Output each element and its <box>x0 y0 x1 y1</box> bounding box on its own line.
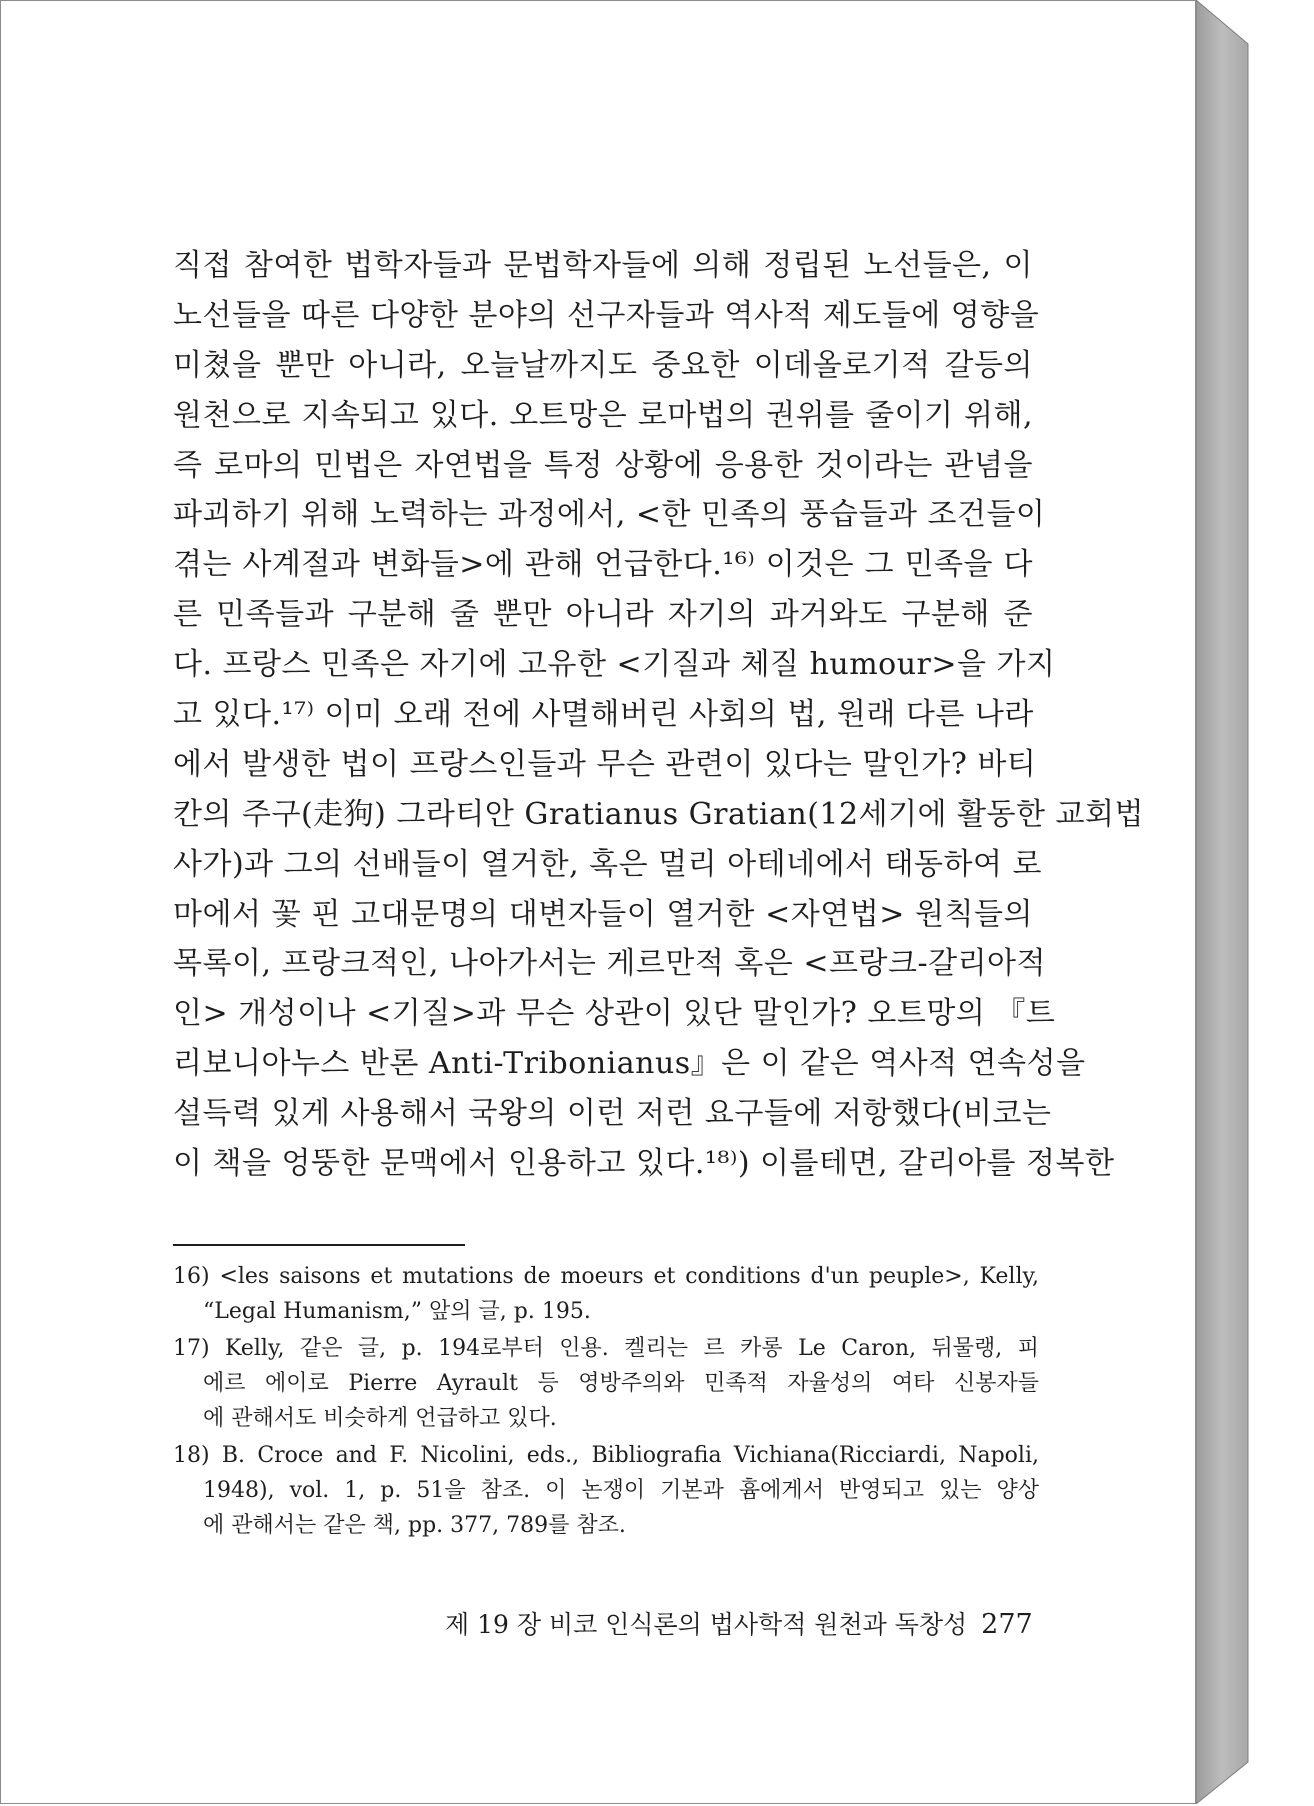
body-line: 파괴하기 위해 노력하는 과정에서, <한 민족의 풍습들과 조건들이 <box>173 497 1046 533</box>
body-line: 인> 개성이나 <기질>과 무슨 상관이 있단 말인가? 오트망의 『트 <box>173 996 1056 1032</box>
footnote-rule <box>173 1244 465 1246</box>
footnote-line: 1948), vol. 1, p. 51을 참조. 이 논쟁이 기본과 흄에게서 반영되고 있는 양상 <box>203 1478 1039 1503</box>
body-line: 리보니아누스 반론 Anti-Tribonianus』은 이 같은 역사적 연속성을 <box>173 1046 1086 1082</box>
footnote-line: 에 관해서도 비슷하게 언급하고 있다. <box>203 1406 557 1431</box>
footnotes <box>173 1259 1039 1545</box>
body-line: 른 민족들과 구분해 줄 뿐만 아니라 자기의 과거와도 구분해 준 <box>173 597 1033 633</box>
body-line: 칸의 주구(走狗) 그라티안 Gratianus Gratian(12세기에 활동한 교회법 <box>173 796 1144 832</box>
body-line: 노선들을 따른 다양한 분야의 선구자들과 역사적 제도들에 영향을 <box>173 297 1040 333</box>
body-line: 사가)과 그의 선배들이 열거한, 혹은 멀리 아테네에서 태동하여 로 <box>173 846 1043 882</box>
footnote <box>173 1438 1039 1543</box>
footnote-line: 18) B. Croce and F. Nicolini, eds., Bibliografia Vichiana(Ricciardi, Napoli, <box>173 1443 1039 1468</box>
footnote-line: 17) Kelly, 같은 글, p. 194로부터 인용. 켈리는 르 카롱 Le Caron, 뒤물랭, 피 <box>173 1336 1039 1361</box>
body-line: 이 책을 엉뚱한 문맥에서 인용하고 있다.¹⁸⁾) 이를테면, 갈리아를 정복한 <box>173 1146 1115 1182</box>
body-line: 에서 발생한 법이 프랑스인들과 무슨 관련이 있다는 말인가? 바티 <box>173 746 1037 782</box>
page-number: 277 <box>981 1609 1033 1640</box>
body-line: 미쳤을 뿐만 아니라, 오늘날까지도 중요한 이데올로기적 갈등의 <box>173 347 1033 383</box>
book-edge <box>1196 0 1252 1804</box>
body-line: 즉 로마의 민법은 자연법을 특정 상황에 응용한 것이라는 관념을 <box>173 447 1033 483</box>
body-line: 다. 프랑스 민족은 자기에 고유한 <기질과 체질 humour>을 가지 <box>173 647 1056 683</box>
body-line: 고 있다.¹⁷⁾ 이미 오래 전에 사멸해버린 사회의 법, 원래 다른 나라 <box>173 697 1034 733</box>
body-line: 겪는 사계절과 변화들>에 관해 언급한다.¹⁶⁾ 이것은 그 민족을 다 <box>173 547 1033 583</box>
footnote <box>173 1259 1039 1329</box>
running-footer <box>445 1605 1033 1645</box>
body-line: 직접 참여한 법학자들과 문법학자들에 의해 정립된 노선들은, 이 <box>173 248 1033 283</box>
footnote-line: 16) <les saisons et mutations de moeurs et conditions d'un peuple>, Kelly, <box>173 1264 1039 1289</box>
footnote-line: 에르 에이로 Pierre Ayrault 등 영방주의와 민족적 자율성의 여타 신봉자들 <box>203 1371 1039 1396</box>
footnote <box>173 1331 1039 1436</box>
body-line: 마에서 꽃 핀 고대문명의 대변자들이 열거한 <자연법> 원칙들의 <box>173 896 1033 932</box>
footnote-line: 에 관해서는 같은 책, pp. 377, 789를 참조. <box>203 1513 626 1538</box>
body-line: 목록이, 프랑크적인, 나아가서는 게르만적 혹은 <프랑크-갈리아적 <box>173 946 1047 982</box>
running-title: 제 19 장 비코 인식론의 법사학적 원천과 독창성 <box>445 1610 968 1639</box>
body-text <box>173 241 1144 1189</box>
body-line: 설득력 있게 사용해서 국왕의 이런 저런 요구들에 저항했다(비코는 <box>173 1096 1052 1132</box>
footnote-line: “Legal Humanism,” 앞의 글, p. 195. <box>203 1299 591 1324</box>
body-line: 원천으로 지속되고 있다. 오트망은 로마법의 권위를 줄이기 위해, <box>173 397 1033 433</box>
